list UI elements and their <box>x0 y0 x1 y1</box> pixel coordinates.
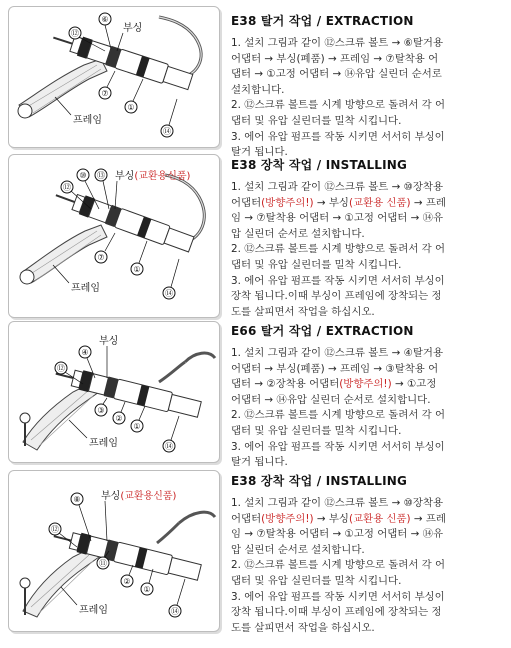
label-frame: 프레임 <box>79 605 108 616</box>
svg-text:⑭: ⑭ <box>163 127 171 136</box>
callout-14 <box>163 416 179 452</box>
callout-3 <box>95 398 107 416</box>
instructions: 1. 설치 그림과 같이 ⑫스크류 볼트 → ④탈거용 어댑터 → 부싱(폐품) → 프레임 → ③탈착용 어 댑터 → ②장착용 어댑터(방향주의!) → ①고정 어댑터 → ⑭유압 실린더 순서로 설치합니다. 2. ⑫스크류 볼트를 시계 방향으로 돌려서 각 어 댑터 및 유압 실린더를 밀착 시킵니다. 3. 에어 유압 펌프를 작동 시키면 서서히 부싱이 탈거 됩니다. <box>231 347 446 469</box>
section-e38-installing-2 <box>0 466 511 648</box>
callout-2 <box>113 402 125 424</box>
tool-illustration <box>9 155 219 317</box>
svg-text:⑭: ⑭ <box>165 442 173 451</box>
section-e38-extraction <box>0 0 511 159</box>
svg-text:④: ④ <box>81 348 89 357</box>
svg-text:⑪: ⑪ <box>99 559 107 568</box>
callout-1 <box>125 79 143 113</box>
svg-text:⑩: ⑩ <box>79 171 87 180</box>
section-e66-extraction <box>0 318 511 469</box>
callout-14 <box>163 259 179 299</box>
callout-7 <box>99 71 115 99</box>
diagram-e38-installing-2 <box>8 470 220 632</box>
section-title: E66 탈거 작업 / EXTRACTION <box>231 324 414 338</box>
callout-1 <box>141 569 153 595</box>
svg-text:①: ① <box>127 103 135 112</box>
section-title: E38 장착 작업 / INSTALLING <box>231 474 408 488</box>
label-bushing: 부싱(교환용신품) <box>101 491 177 502</box>
label-bushing: 부싱 <box>123 23 143 34</box>
instructions: 1. 설치 그림과 같이 ⑫스크류 볼트 → ⑩장착용 어댑터(방향주의!) → 부싱(교환용 신품) → 프레 임 → ⑦탈착용 어댑터 → ①고정 어댑터 → ⑭유 압 실린더 순서로 설치합니다. 2. ⑫스크류 볼트를 시계 방향으로 돌려서 각 어 댑터 및 유압 실린더를 밀착 시킵니다. 3. 에어 유압 펌프를 작동 시키면 서서히 부싱이 장착 됩니다.이때 부싱이 프레임에 장착되는 정 도를 살피면서 작업을 하십시오. <box>231 181 446 318</box>
diagram-e66-extraction <box>8 321 220 463</box>
svg-text:⑫: ⑫ <box>71 29 79 38</box>
tool-illustration <box>9 471 219 631</box>
label-frame: 프레임 <box>71 283 100 294</box>
section-title: E38 장착 작업 / INSTALLING <box>231 158 408 172</box>
svg-text:⑭: ⑭ <box>165 289 173 298</box>
callout-14 <box>169 579 185 617</box>
svg-text:⑬: ⑬ <box>97 171 105 180</box>
label-bushing: 부싱(교환용신품) <box>115 171 191 182</box>
callout-2 <box>121 565 133 587</box>
instructions: 1. 설치 그림과 같이 ⑫스크류 볼트 → ⑩장착용 어댑터(방향주의!) → 부싱(교환용 신품) → 프레 임 → ⑦탈착용 어댑터 → ①고정 어댑터 → ⑭유 압 실린더 순서로 설치합니다. 2. ⑫스크류 볼트를 시계 방향으로 돌려서 각 어 댑터 및 유압 실린더를 밀착 시킵니다. 3. 에어 유압 펌프를 작동 시키면 서서히 부싱이 장착 됩니다.이때 부싱이 프레임에 장착되는 정 도를 살피면서 작업을 하십시오. <box>231 497 446 634</box>
section-e38-installing <box>0 150 511 318</box>
diagram-e38-installing <box>8 154 220 318</box>
tool-illustration <box>9 322 219 462</box>
callout-1 <box>131 406 145 432</box>
tool-illustration <box>9 7 219 147</box>
svg-text:②: ② <box>115 414 123 423</box>
diagram-e38-extraction <box>8 6 220 148</box>
svg-text:①: ① <box>133 422 141 431</box>
svg-text:③: ③ <box>97 406 105 415</box>
label-frame: 프레임 <box>73 115 102 126</box>
svg-text:①: ① <box>133 265 141 274</box>
svg-text:⑦: ⑦ <box>101 89 109 98</box>
svg-text:⑫: ⑫ <box>63 183 71 192</box>
callout-1 <box>131 241 147 275</box>
svg-text:①: ① <box>143 585 151 594</box>
instructions: 1. 설치 그림과 같이 ⑫스크류 볼트 → ⑥탈거용 어댑터 → 부싱(폐품) → 프레임 → ⑦탈착용 어 댑터 → ①고정 어댑터 → ⑭유압 실린더 순서로 설치합니다. 2. ⑫스크류 볼트를 시계 방향으로 돌려서 각 어 댑터 및 유압 실린더를 밀착 시킵니다. 3. 에어 유압 펌프를 작동 시키면 서서히 부싱이 탈거 됩니다. <box>231 37 446 159</box>
svg-text:⑥: ⑥ <box>101 15 109 24</box>
svg-text:⑧: ⑧ <box>73 495 81 504</box>
svg-text:⑫: ⑫ <box>51 525 59 534</box>
svg-text:⑦: ⑦ <box>97 253 105 262</box>
label-bushing: 부싱 <box>99 336 119 347</box>
label-frame: 프레임 <box>89 438 118 449</box>
section-title: E38 탈거 작업 / EXTRACTION <box>231 14 414 28</box>
svg-text:⑫: ⑫ <box>57 364 65 373</box>
svg-text:②: ② <box>123 577 131 586</box>
callout-14 <box>161 99 177 137</box>
svg-text:⑭: ⑭ <box>171 607 179 616</box>
